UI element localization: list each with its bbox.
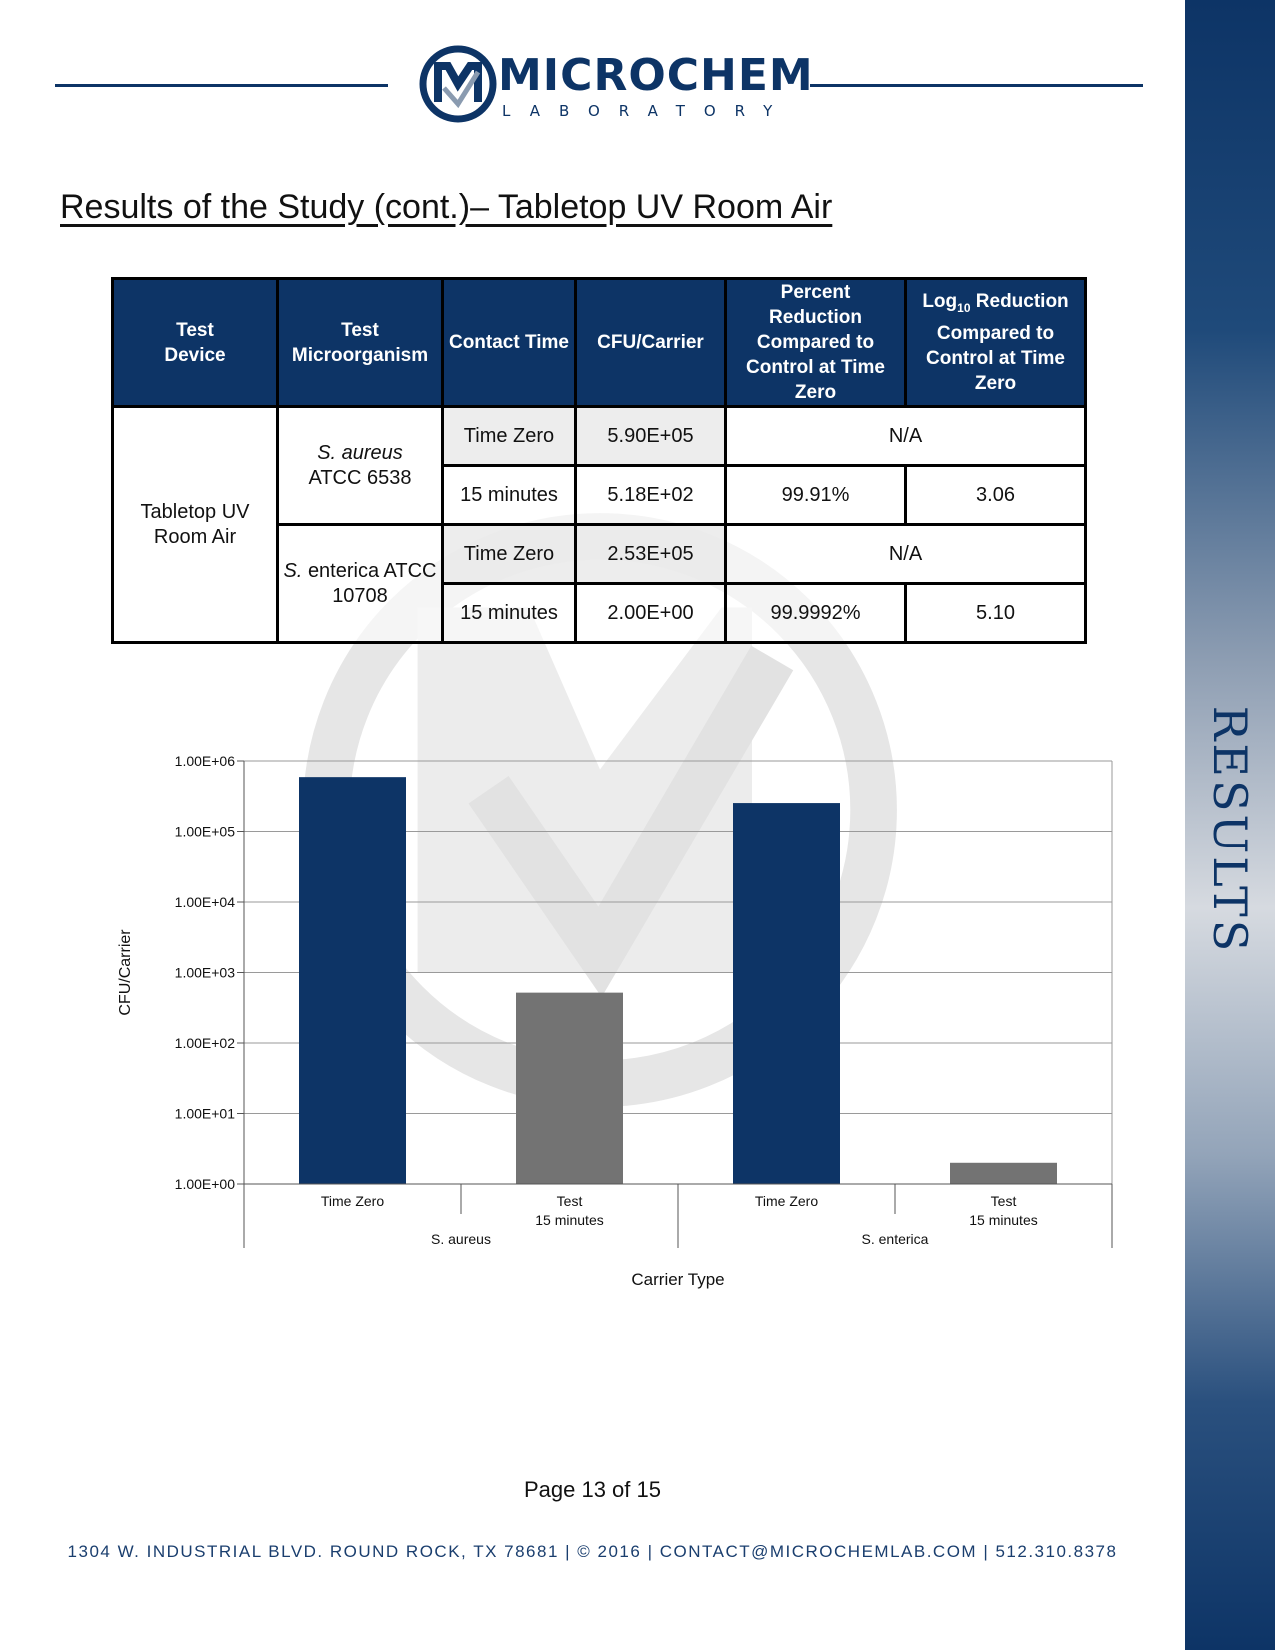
cfu-cell: 2.00E+00 — [576, 584, 726, 643]
x-tick-label: Time Zero — [754, 1193, 819, 1209]
y-tick-label: 1.00E+01 — [174, 1105, 235, 1122]
contact-time-cell: 15 minutes — [443, 584, 576, 643]
y-axis-title: CFU/Carrier — [117, 929, 134, 1016]
brand-name: MICROCHEM — [498, 50, 814, 101]
x-tick-label: Time Zero — [320, 1193, 385, 1209]
bar — [516, 993, 623, 1184]
organism-italic: S. — [283, 559, 303, 582]
header-log-suffix: Reduction Compared to Control at Time Zero — [926, 291, 1069, 394]
page-number: Page 13 of 15 — [523, 1477, 661, 1502]
header-log-sub: 10 — [957, 300, 971, 315]
percent-reduction-cell: 99.9992% — [726, 584, 906, 643]
footer-address: 1304 W. INDUSTRIAL BLVD. ROUND ROCK, TX 78681 | © 2016 | CONTACT@MICROCHEMLAB.COM | 512.310.8378 — [67, 1542, 1118, 1561]
cfu-cell: 2.53E+05 — [576, 525, 726, 584]
header-cfu: CFU/Carrier — [576, 279, 726, 407]
y-tick-label: 1.00E+04 — [174, 894, 235, 910]
x-tick-label: 15 minutes — [969, 1212, 1038, 1228]
cfu-cell: 5.18E+02 — [576, 466, 726, 525]
x-tick-label: 15 minutes — [535, 1212, 604, 1228]
organism-italic: S. aureus — [317, 441, 403, 464]
y-tick-label: 1.00E+00 — [174, 1176, 235, 1192]
log-reduction-cell: 3.06 — [906, 466, 1086, 525]
contact-time-cell: 15 minutes — [443, 466, 576, 525]
y-tick-label: 1.00E+02 — [174, 1035, 235, 1051]
contact-time-cell: Time Zero — [443, 525, 576, 584]
bar — [950, 1163, 1057, 1184]
header-contact-time: Contact Time — [443, 279, 576, 407]
bar — [733, 803, 840, 1184]
y-tick-label: 1.00E+06 — [174, 753, 235, 769]
organism-rest: ATCC 6538 — [308, 466, 412, 489]
bar — [299, 777, 406, 1184]
cfu-cell: 5.90E+05 — [576, 407, 726, 466]
na-cell: N/A — [726, 525, 1086, 584]
header-percent-reduction: Percent Reduction Compared to Control at Time Zero — [726, 279, 906, 407]
contact-time-cell: Time Zero — [443, 407, 576, 466]
y-tick-label: 1.00E+03 — [174, 964, 235, 981]
na-cell: N/A — [726, 407, 1086, 466]
header-log-prefix: Log — [922, 291, 958, 313]
x-axis-title: Carrier Type — [631, 1270, 725, 1289]
side-label: RESULTS — [1203, 705, 1258, 955]
brand-subtitle: LABORATORY — [502, 102, 792, 120]
x-tick-label: Test — [990, 1193, 1017, 1209]
x-tick-label: Test — [556, 1193, 583, 1209]
log-reduction-cell: 5.10 — [906, 584, 1086, 643]
page-title: Results of the Study (cont.)– Tabletop UV Room Air — [60, 188, 833, 226]
header-device: Test Device — [113, 279, 278, 407]
percent-reduction-cell: 99.91% — [726, 466, 906, 525]
x-group-label: S. enterica — [861, 1231, 929, 1247]
organism-rest: enterica ATCC 10708 — [307, 559, 437, 607]
y-tick-label: 1.00E+05 — [174, 823, 235, 840]
x-group-label: S. aureus — [431, 1231, 491, 1247]
device-cell: Tabletop UV Room Air — [113, 407, 278, 643]
header-microorganism: Test Microorganism — [278, 279, 443, 407]
